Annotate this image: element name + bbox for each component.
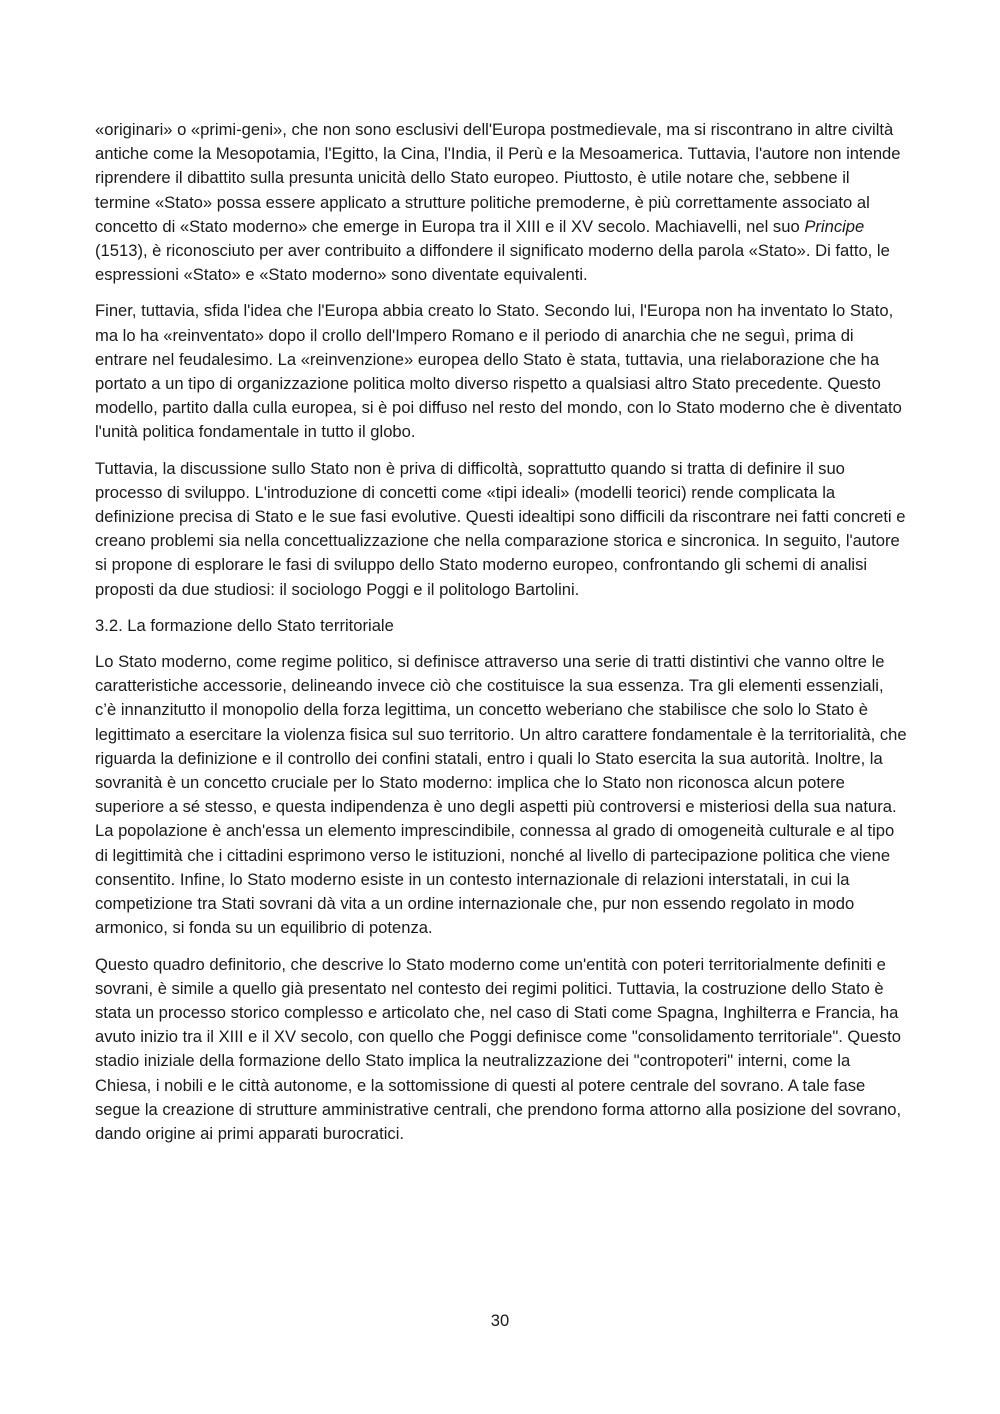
document-body [95,118,907,1158]
paragraph-5: Questo quadro definitorio, che descrive lo Stato moderno come un'entità con poteri territorialmente definiti e sovrani, è simile a quello già presentato nel contesto dei regimi politici. Tuttavia, la costruzione dello Stato è stata un processo storico complesso e articolato che, nel caso di Stati come Spagna, Inghilterra e Francia, ha avuto inizio tra il XIII e il XV secolo, con quello che Poggi definisce come "consolidamento territoriale". Questo stadio iniziale della formazione dello Stato implica la neutralizzazione dei "contropoteri" interni, come la Chiesa, i nobili e le città autonome, e la sottomissione di questi al potere centrale del sovrano. A tale fase segue la creazione di strutture amministrative centrali, che prendono forma attorno alla posizione del sovrano, dando origine ai primi apparati burocratici. [95,954,902,1143]
book-title-italic: Principe [804,216,865,236]
paragraph-1-text-after: (1513), è riconosciuto per aver contribuito a diffondere il significato moderno della parola «Stato». Di fatto, le espressioni «Stato» e «Stato moderno» sono diventate equivalenti. [95,241,890,285]
paragraph-2: Finer, tuttavia, sfida l'idea che l'Europa abbia creato lo Stato. Secondo lui, l'Europa non ha inventato lo Stato, ma lo ha «reinventato» dopo il crollo dell'Impero Romano e il periodo di anarchia che ne seguì, prima di entrare nel feudalesimo. La «reinvenzione» europea dello Stato è stata, tuttavia, una rielaborazione che ha portato a un tipo di organizzazione politica molto diverso rispetto a qualsiasi altro Stato precedente. Questo modello, partito dalla culla europea, si è poi diffuso nel resto del mondo, con lo Stato moderno che è diventato l'unità politica fondamentale in tutto il globo. [95,301,902,442]
paragraph-1 [95,118,907,287]
paragraph-1-text-before: «originari» o «primi-geni», che non sono esclusivi dell'Europa postmedievale, ma si riscontrano in altre civiltà antiche come la Mesopotamia, l'Egitto, la Cina, l'India, il Perù e la Mesoamerica. Tuttavia, l'autore non intende riprendere il dibattito sulla presunta unicità dello Stato europeo. Piuttosto, è utile notare che, sebbene il termine «Stato» possa essere applicato a strutture politiche premoderne, è più correttamente associato al concetto di «Stato moderno» che emerge in Europa tra il XIII e il XV secolo. Machiavelli, nel suo [95,120,901,236]
paragraph-4: Lo Stato moderno, come regime politico, si definisce attraverso una serie di tratti distintivi che vanno oltre le caratteristiche accessorie, delineando invece ciò che costituisce la sua essenza. Tra gli elementi essenziali, c’è innanzitutto il monopolio della forza legittima, un concetto weberiano che stabilisce che solo lo Stato è legittimato a esercitare la violenza fisica sul suo territorio. Un altro carattere fondamentale è la territorialità, che riguarda la definizione e il controllo dei confini statali, entro i quali lo Stato esercita la sua autorità. Inoltre, la sovranità è un concetto cruciale per lo Stato moderno: implica che lo Stato non riconosca alcun potere superiore a sé stesso, e questa indipendenza è uno degli aspetti più controversi e misteriosi della sua natura. La popolazione è anch'essa un elemento imprescindibile, connessa al grado di omogeneità culturale e al tipo di legittimità che i cittadini esprimono verso le istituzioni, nonché al livello di partecipazione politica che viene consentito. Infine, lo Stato moderno esiste in un contesto internazionale di relazioni interstatali, in cui la competizione tra Stati sovrani dà vita a un ordine internazionale che, pur non essendo regolato in modo armonico, si fonda su un equilibrio di potenza. [95,652,907,938]
paragraph-3: Tuttavia, la discussione sullo Stato non è priva di difficoltà, soprattutto quando si tratta di definire il suo processo di sviluppo. L'introduzione di concetti come «tipi ideali» (modelli teorici) rende complicata la definizione precisa di Stato e le sue fasi evolutive. Questi idealtipi sono difficili da riscontrare nei fatti concreti e creano problemi sia nella concettualizzazione che nella comparazione storica e sincronica. In seguito, l'autore si propone di esplorare le fasi di sviluppo dello Stato moderno europeo, confrontando gli schemi di analisi proposti da due studiosi: il sociologo Poggi e il politologo Bartolini. [95,458,906,599]
section-heading: 3.2. La formazione dello Stato territoriale [95,615,394,635]
page-number: 30 [490,1311,510,1330]
